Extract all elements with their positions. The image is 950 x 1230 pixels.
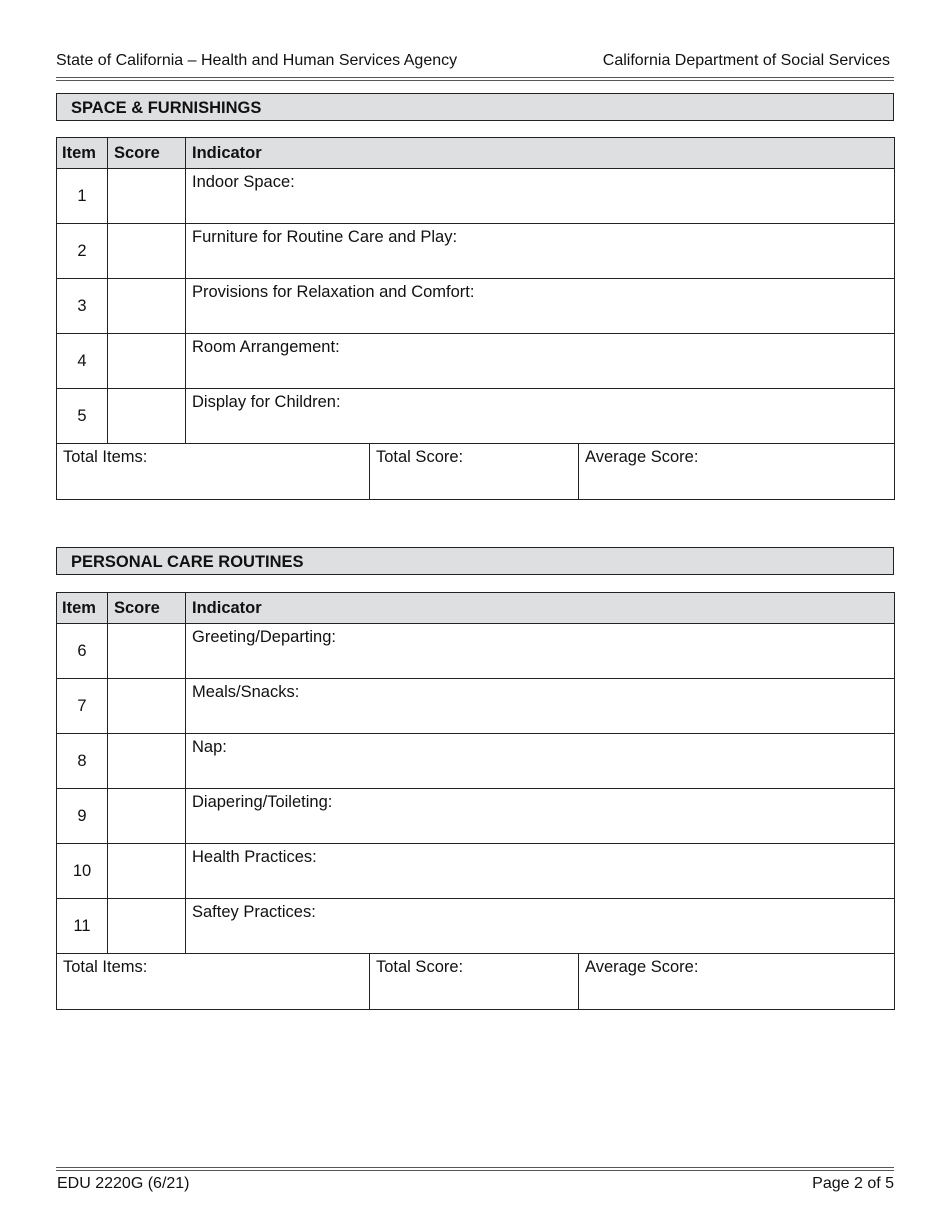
agency-header: State of California – Health and Human Services Agency (56, 52, 458, 69)
table-row (57, 624, 895, 679)
item-number: 2 (57, 224, 108, 279)
header-rule-bottom (56, 80, 894, 81)
department-header: California Department of Social Services (602, 52, 890, 69)
item-number: 8 (57, 734, 108, 789)
item-number: 1 (57, 169, 108, 224)
table-header-row (57, 593, 895, 624)
totals-row (57, 954, 895, 1010)
form-id: EDU 2220G (6/21) (57, 1175, 190, 1192)
total-score-field[interactable]: Total Score: (370, 444, 579, 500)
score-field[interactable] (108, 789, 186, 844)
item-number: 4 (57, 334, 108, 389)
total-items-field[interactable]: Total Items: (57, 444, 370, 500)
item-number: 5 (57, 389, 108, 444)
header-rule-top (56, 77, 894, 78)
score-field[interactable] (108, 899, 186, 954)
table-row (57, 789, 895, 844)
average-score-field[interactable]: Average Score: (579, 954, 895, 1010)
column-header-indicator: Indicator (186, 138, 895, 169)
total-score-field[interactable]: Total Score: (370, 954, 579, 1010)
column-header-indicator: Indicator (186, 593, 895, 624)
section-title-space-furnishings: SPACE & FURNISHINGS (56, 93, 894, 121)
indicator-field[interactable]: Room Arrangement: (186, 334, 895, 389)
personal-care-routines-table (56, 592, 895, 1010)
footer-rule-bottom (56, 1170, 894, 1171)
table-header-row (57, 138, 895, 169)
score-field[interactable] (108, 279, 186, 334)
table-row (57, 389, 895, 444)
space-furnishings-table (56, 137, 895, 500)
column-header-item: Item (57, 138, 108, 169)
score-field[interactable] (108, 334, 186, 389)
indicator-field[interactable]: Meals/Snacks: (186, 679, 895, 734)
score-field[interactable] (108, 679, 186, 734)
item-number: 6 (57, 624, 108, 679)
score-field[interactable] (108, 224, 186, 279)
section-title-personal-care-routines: PERSONAL CARE ROUTINES (56, 547, 894, 575)
score-field[interactable] (108, 734, 186, 789)
indicator-field[interactable]: Display for Children: (186, 389, 895, 444)
indicator-field[interactable]: Saftey Practices: (186, 899, 895, 954)
score-field[interactable] (108, 389, 186, 444)
indicator-field[interactable]: Indoor Space: (186, 169, 895, 224)
table-row (57, 334, 895, 389)
item-number: 7 (57, 679, 108, 734)
indicator-field[interactable]: Furniture for Routine Care and Play: (186, 224, 895, 279)
footer-rule-top (56, 1167, 894, 1168)
average-score-field[interactable]: Average Score: (579, 444, 895, 500)
indicator-field[interactable]: Provisions for Relaxation and Comfort: (186, 279, 895, 334)
indicator-field[interactable]: Greeting/Departing: (186, 624, 895, 679)
score-field[interactable] (108, 844, 186, 899)
table-row (57, 734, 895, 789)
table-row (57, 279, 895, 334)
total-items-field[interactable]: Total Items: (57, 954, 370, 1010)
totals-row (57, 444, 895, 500)
page-number: Page 2 of 5 (812, 1175, 894, 1192)
item-number: 3 (57, 279, 108, 334)
score-field[interactable] (108, 169, 186, 224)
table-row (57, 224, 895, 279)
item-number: 10 (57, 844, 108, 899)
indicator-field[interactable]: Nap: (186, 734, 895, 789)
table-row (57, 899, 895, 954)
column-header-item: Item (57, 593, 108, 624)
table-row (57, 844, 895, 899)
column-header-score: Score (108, 138, 186, 169)
item-number: 9 (57, 789, 108, 844)
table-row (57, 169, 895, 224)
indicator-field[interactable]: Health Practices: (186, 844, 895, 899)
score-field[interactable] (108, 624, 186, 679)
column-header-score: Score (108, 593, 186, 624)
item-number: 11 (57, 899, 108, 954)
table-row (57, 679, 895, 734)
indicator-field[interactable]: Diapering/Toileting: (186, 789, 895, 844)
